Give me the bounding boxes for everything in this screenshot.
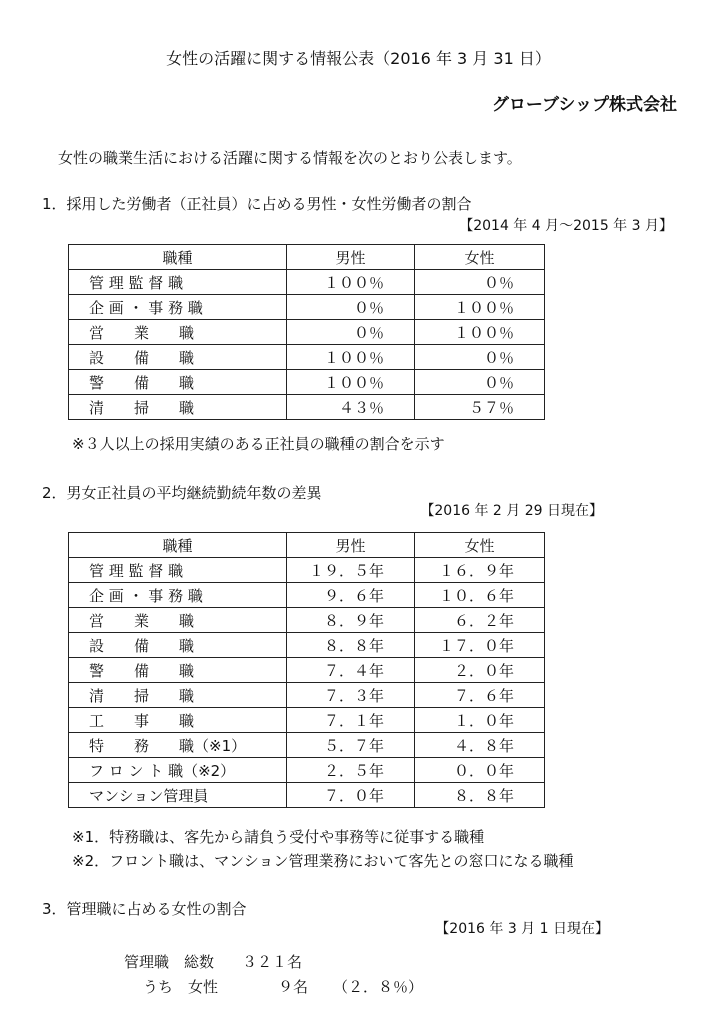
female-cell: ０％ <box>415 270 545 295</box>
job-cell: フ ロ ン ト 職（※2） <box>69 758 287 783</box>
manager-female-value: ９名 <box>278 978 309 996</box>
male-cell: ０％ <box>287 320 415 345</box>
manager-total-value: ３２１名 <box>242 953 303 971</box>
job-cell: 営 業 職 <box>69 608 287 633</box>
female-cell: ２．０年 <box>415 658 545 683</box>
company-name: グローブシップ株式会社 <box>491 95 677 115</box>
section2-note-1: ※1．特務職は、客先から請負う受付や事務等に従事する職種 <box>72 828 485 846</box>
column-header-female: 女性 <box>415 245 545 270</box>
female-cell: １０．６年 <box>415 583 545 608</box>
table-header-row <box>69 533 545 558</box>
manager-total-label: 管理職 総数 <box>124 953 215 971</box>
table-row <box>69 270 545 295</box>
table-row <box>69 758 545 783</box>
female-cell: ８．８年 <box>415 783 545 808</box>
hiring-ratio-table <box>68 244 545 420</box>
table-header-row <box>69 245 545 270</box>
table-row <box>69 345 545 370</box>
section1-period: 【2014 年 4 月～2015 年 3 月】 <box>459 218 673 234</box>
intro-text: 女性の職業生活における活躍に関する情報を次のとおり公表します。 <box>58 149 522 167</box>
job-cell: 設 備 職 <box>69 633 287 658</box>
female-cell: １６．９年 <box>415 558 545 583</box>
male-cell: ８．９年 <box>287 608 415 633</box>
section3-period: 【2016 年 3 月 1 日現在】 <box>435 921 609 937</box>
job-cell: 管 理 監 督 職 <box>69 558 287 583</box>
female-cell: １００％ <box>415 320 545 345</box>
male-cell: ７．１年 <box>287 708 415 733</box>
female-cell: １００％ <box>415 295 545 320</box>
female-cell: １７．０年 <box>415 633 545 658</box>
column-header-male: 男性 <box>287 533 415 558</box>
table-row <box>69 683 545 708</box>
male-cell: ９．６年 <box>287 583 415 608</box>
manager-female-label: うち 女性 <box>143 978 219 996</box>
male-cell: ７．３年 <box>287 683 415 708</box>
female-cell: ４．８年 <box>415 733 545 758</box>
table-row <box>69 295 545 320</box>
table-row <box>69 658 545 683</box>
male-cell: １００％ <box>287 370 415 395</box>
job-cell: 設 備 職 <box>69 345 287 370</box>
table-row <box>69 583 545 608</box>
table-row <box>69 633 545 658</box>
job-cell: 企 画 ・ 事 務 職 <box>69 583 287 608</box>
manager-female-ratio: （２．８％） <box>333 978 424 996</box>
female-cell: ０．０年 <box>415 758 545 783</box>
male-cell: ２．５年 <box>287 758 415 783</box>
female-cell: １．０年 <box>415 708 545 733</box>
table-row <box>69 783 545 808</box>
table-row <box>69 395 545 420</box>
table-row <box>69 370 545 395</box>
table-row <box>69 558 545 583</box>
job-cell: 工 事 職 <box>69 708 287 733</box>
female-cell: ０％ <box>415 370 545 395</box>
table-row <box>69 320 545 345</box>
job-cell: 企 画 ・ 事 務 職 <box>69 295 287 320</box>
male-cell: １００％ <box>287 345 415 370</box>
job-cell: 管 理 監 督 職 <box>69 270 287 295</box>
female-cell: ６．２年 <box>415 608 545 633</box>
table-row <box>69 733 545 758</box>
section1-heading: 1．採用した労働者（正社員）に占める男性・女性労働者の割合 <box>42 195 472 213</box>
job-cell: 特 務 職（※1） <box>69 733 287 758</box>
section3-heading: 3．管理職に占める女性の割合 <box>42 900 247 918</box>
male-cell: ７．０年 <box>287 783 415 808</box>
section2-heading: 2．男女正社員の平均継続勤続年数の差異 <box>42 484 322 502</box>
tenure-table <box>68 532 545 808</box>
male-cell: １９．５年 <box>287 558 415 583</box>
female-cell: ０％ <box>415 345 545 370</box>
page-title: 女性の活躍に関する情報公表（2016 年 3 月 31 日） <box>166 49 551 68</box>
male-cell: １００％ <box>287 270 415 295</box>
job-cell: 営 業 職 <box>69 320 287 345</box>
male-cell: ４３％ <box>287 395 415 420</box>
section2-note-2: ※2．フロント職は、マンション管理業務において客先との窓口になる職種 <box>72 852 574 870</box>
male-cell: ０％ <box>287 295 415 320</box>
section2-period: 【2016 年 2 月 29 日現在】 <box>420 503 603 519</box>
section1-note: ※３人以上の採用実績のある正社員の職種の割合を示す <box>72 435 445 453</box>
male-cell: ８．８年 <box>287 633 415 658</box>
column-header-male: 男性 <box>287 245 415 270</box>
table-row <box>69 708 545 733</box>
job-cell: 警 備 職 <box>69 658 287 683</box>
column-header-female: 女性 <box>415 533 545 558</box>
job-cell: 警 備 職 <box>69 370 287 395</box>
female-cell: ７．６年 <box>415 683 545 708</box>
table-row <box>69 608 545 633</box>
male-cell: ５．７年 <box>287 733 415 758</box>
column-header-job: 職種 <box>69 533 287 558</box>
job-cell: 清 掃 職 <box>69 395 287 420</box>
column-header-job: 職種 <box>69 245 287 270</box>
job-cell: マンション管理員 <box>69 783 287 808</box>
female-cell: ５７％ <box>415 395 545 420</box>
male-cell: ７．４年 <box>287 658 415 683</box>
job-cell: 清 掃 職 <box>69 683 287 708</box>
